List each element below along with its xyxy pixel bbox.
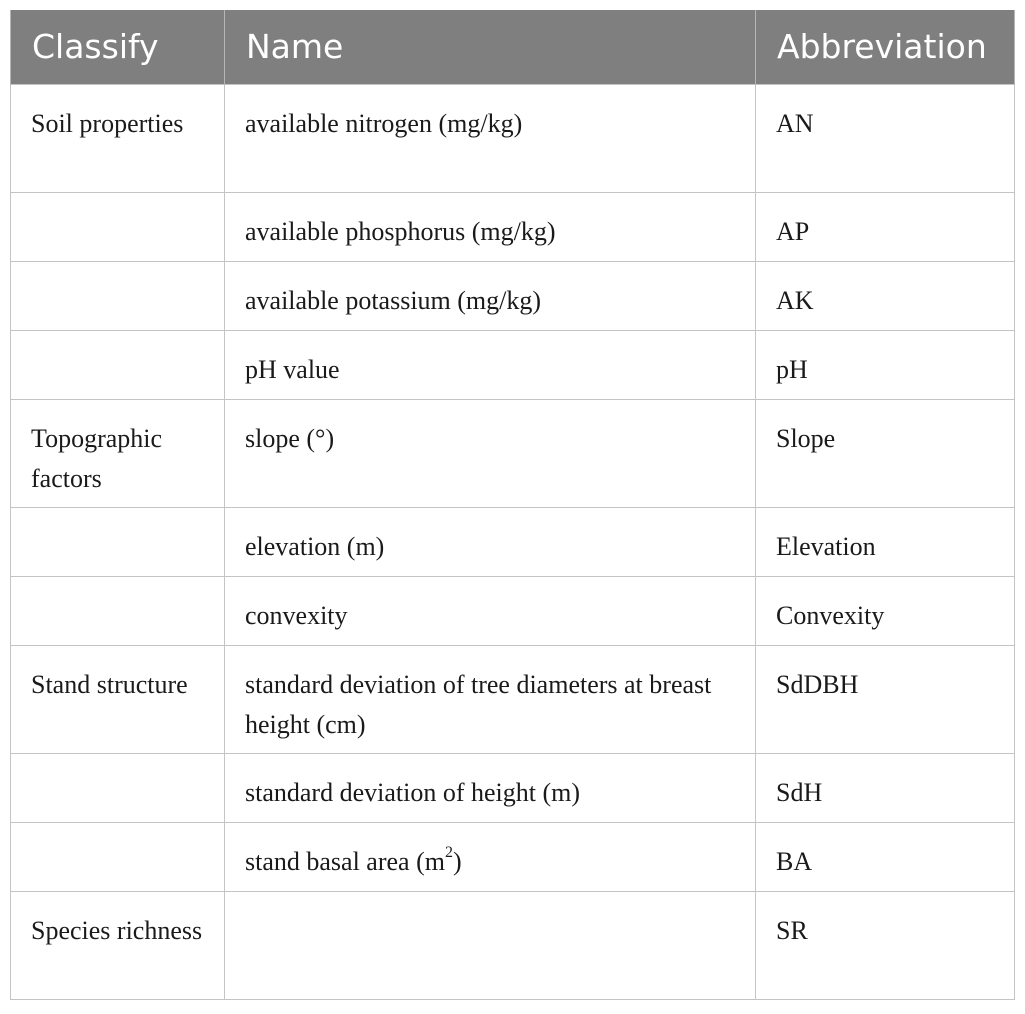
cell-abbreviation: Slope: [756, 399, 1015, 507]
cell-abbreviation: AN: [756, 84, 1015, 192]
table-header-row: [11, 10, 1015, 84]
cell-name-text: stand basal area (m: [245, 846, 445, 876]
cell-classify: Topographic factors: [11, 399, 225, 507]
cell-abbreviation: AP: [756, 192, 1015, 261]
table-row: [11, 330, 1015, 399]
cell-abbreviation: pH: [756, 330, 1015, 399]
cell-name-text-after: ): [452, 846, 462, 876]
cell-classify: [11, 822, 225, 891]
table-row: [11, 192, 1015, 261]
cell-name: convexity: [225, 576, 756, 645]
cell-name: available potassium (mg/kg): [225, 261, 756, 330]
cell-classify: [11, 261, 225, 330]
cell-abbreviation: SdH: [756, 753, 1015, 822]
cell-classify: [11, 192, 225, 261]
cell-name: standard deviation of tree diameters at breast height (cm): [225, 645, 756, 753]
table-row: [11, 261, 1015, 330]
cell-name: standard deviation of height (m): [225, 753, 756, 822]
cell-abbreviation: Elevation: [756, 507, 1015, 576]
cell-classify: Soil properties: [11, 84, 225, 192]
table-row: [11, 399, 1015, 507]
cell-name: [225, 822, 756, 891]
cell-name: available nitrogen (mg/kg): [225, 84, 756, 192]
cell-classify: [11, 576, 225, 645]
table-row: [11, 645, 1015, 753]
table-row: [11, 753, 1015, 822]
cell-name: available phosphorus (mg/kg): [225, 192, 756, 261]
cell-abbreviation: Convexity: [756, 576, 1015, 645]
table-row: [11, 891, 1015, 999]
header-name: Name: [225, 10, 756, 84]
cell-name: slope (°): [225, 399, 756, 507]
cell-abbreviation: SR: [756, 891, 1015, 999]
table-row: [11, 84, 1015, 192]
cell-abbreviation: SdDBH: [756, 645, 1015, 753]
cell-name: pH value: [225, 330, 756, 399]
cell-name-superscript: 2: [444, 843, 453, 861]
cell-abbreviation: BA: [756, 822, 1015, 891]
cell-abbreviation: AK: [756, 261, 1015, 330]
cell-classify: [11, 507, 225, 576]
variables-table-container: [10, 10, 1014, 1000]
cell-name: elevation (m): [225, 507, 756, 576]
cell-classify: [11, 330, 225, 399]
header-abbreviation: Abbreviation: [756, 10, 1015, 84]
table-row: [11, 507, 1015, 576]
header-classify: Classify: [11, 10, 225, 84]
cell-classify: Stand structure: [11, 645, 225, 753]
cell-classify: [11, 753, 225, 822]
cell-name: [225, 891, 756, 999]
table-row: [11, 576, 1015, 645]
variables-table: [10, 10, 1015, 1000]
table-row: [11, 822, 1015, 891]
cell-classify: Species richness: [11, 891, 225, 999]
